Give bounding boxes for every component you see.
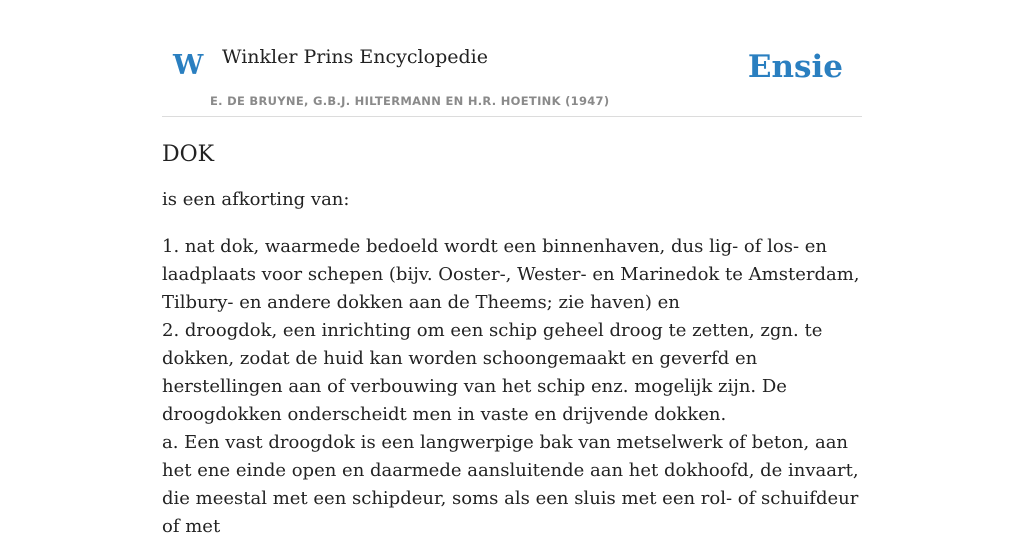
article-intro: is een afkorting van: <box>162 189 350 210</box>
article-headword: DOK <box>162 142 215 167</box>
article <box>162 138 862 541</box>
book-authors: E. DE BRUYNE, G.B.J. HILTERMANN EN H.R. HOETINK (1947) <box>210 94 610 108</box>
article-paragraph: 2. droogdok, een inrichting om een schip geheel droog te zetten, zgn. te dokken, zodat de huid kan worden schoongemaakt en geverfd en herstellingen aan of verbouwing van het schip enz. mogelijk zijn. De droogdokken onderscheidt men in vaste en drijvende dokken. <box>162 320 823 425</box>
brand-logo-link[interactable]: Ensie <box>747 49 843 85</box>
book-logo-icon[interactable]: W <box>173 50 204 81</box>
page-header <box>162 0 862 117</box>
article-paragraph: a. Een vast droogdok is een langwerpige bak van metselwerk of beton, aan het ene einde open en daarmede aansluitende aan het dokhoofd, de invaart, die meestal met een schipdeur, soms als een sluis met een rol- of schuifdeur of met <box>162 432 859 537</box>
book-title[interactable]: Winkler Prins Encyclopedie <box>222 46 488 68</box>
article-body <box>162 233 862 541</box>
article-paragraph: 1. nat dok, waarmede bedoeld wordt een binnenhaven, dus lig- of los- en laadplaats voor schepen (bijv. Ooster-, Wester- en Marinedok te Amsterdam, Tilbury- en andere dokken aan de Theems; zie haven) en <box>162 236 860 313</box>
